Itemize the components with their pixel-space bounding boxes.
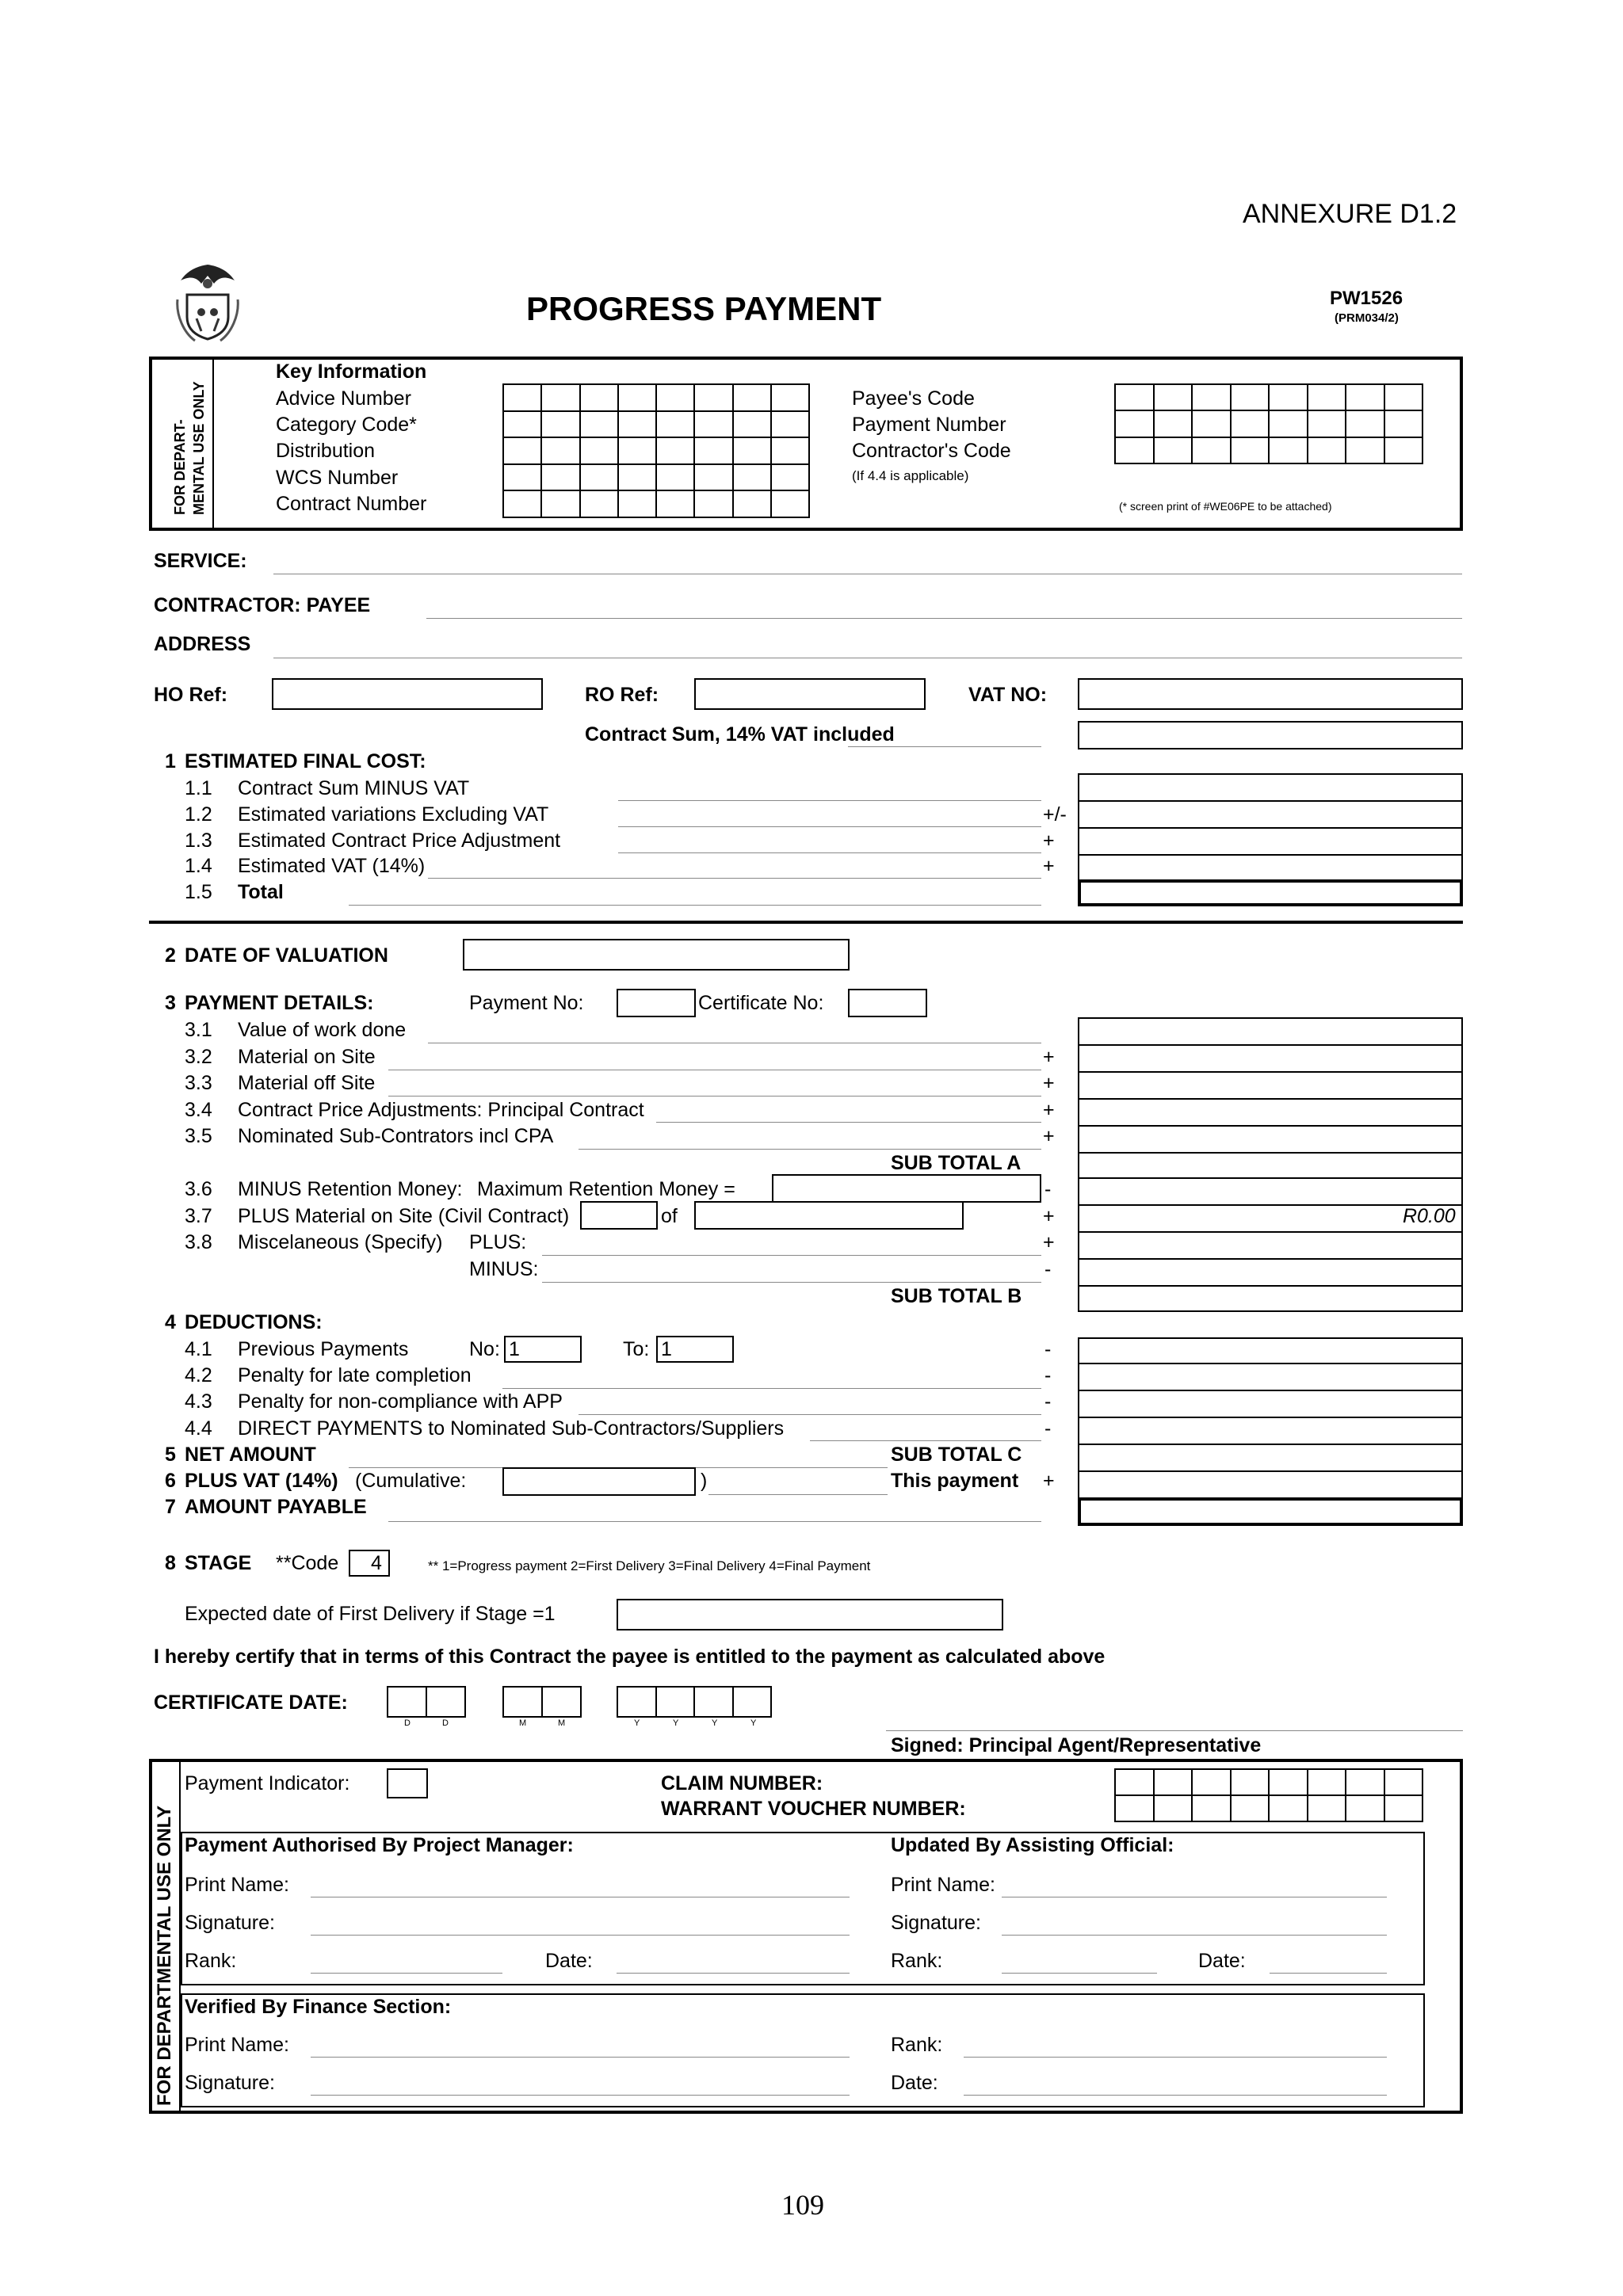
s4-item-number: 4.2 xyxy=(185,1364,212,1386)
s4-row-divider xyxy=(1078,1470,1463,1472)
s1-item-number: 1.1 xyxy=(185,777,212,799)
side-divider xyxy=(212,357,214,531)
s3-item-number: 3.5 xyxy=(185,1125,212,1147)
s8-title: STAGE xyxy=(185,1552,252,1574)
fin-rank-label: Rank: xyxy=(891,2034,943,2056)
date-letter: Y xyxy=(750,1718,757,1728)
s3-item-operator: + xyxy=(1043,1046,1055,1068)
s1-item-number: 1.4 xyxy=(185,855,212,877)
address-label: ADDRESS xyxy=(154,633,251,655)
cumulative-line xyxy=(708,1494,888,1495)
contract-number-label: Contract Number xyxy=(276,493,427,515)
s1-item-number: 1.2 xyxy=(185,803,212,826)
s3-item-line xyxy=(656,1122,1041,1123)
amount-payable-box xyxy=(1078,1497,1463,1526)
s2-number: 2 xyxy=(165,944,176,967)
vat-no-input[interactable] xyxy=(1078,678,1463,710)
wcs-number-label: WCS Number xyxy=(276,467,399,489)
s1-item-line xyxy=(618,826,1041,827)
ao-date-label: Date: xyxy=(1198,1950,1246,1972)
warrant-voucher-label: WARRANT VOUCHER NUMBER: xyxy=(661,1798,966,1820)
s1-item-number: 1.3 xyxy=(185,830,212,852)
certificate-date-label: CERTIFICATE DATE: xyxy=(154,1691,348,1714)
date-letter: M xyxy=(558,1718,566,1728)
s4-row-divider xyxy=(1078,1363,1463,1364)
stage-code-note: ** 1=Progress payment 2=First Delivery 3=Final Delivery 4=Final Payment xyxy=(428,1558,871,1573)
s4-item-line xyxy=(810,1440,1041,1441)
s4-operator: - xyxy=(1044,1390,1052,1413)
section-divider xyxy=(149,921,1463,924)
stage-code-label: **Code xyxy=(276,1552,339,1574)
certificate-no-label: Certificate No: xyxy=(698,992,824,1014)
s3-item-operator: + xyxy=(1043,1125,1055,1147)
date-of-valuation-input[interactable] xyxy=(463,939,850,971)
s3-item-label: Nominated Sub-Contrators incl CPA xyxy=(238,1125,554,1147)
key-heading: Key Information xyxy=(276,360,427,383)
cumulative-vat-input[interactable] xyxy=(502,1467,696,1496)
payment-no-label: Payment No: xyxy=(469,992,584,1014)
previous-no-input[interactable] xyxy=(504,1336,582,1363)
date-letter: Y xyxy=(673,1718,679,1728)
key-right-grid[interactable] xyxy=(1114,383,1423,464)
contract-sum-line xyxy=(848,746,1041,747)
category-code-label: Category Code* xyxy=(276,414,417,436)
s3-item-label: Material off Site xyxy=(238,1072,376,1094)
subtotal-b-label: SUB TOTAL B xyxy=(891,1285,1022,1307)
pm-signature-line[interactable] xyxy=(311,1935,850,1936)
s3-row-divider xyxy=(1078,1044,1463,1046)
s4-item-label: Penalty for late completion xyxy=(238,1364,472,1386)
date-letter: D xyxy=(442,1718,449,1728)
distribution-label: Distribution xyxy=(276,440,376,462)
fin-print-name-line[interactable] xyxy=(311,2057,850,2058)
ho-ref-label: HO Ref: xyxy=(154,684,228,706)
material-civil-amount: R0.00 xyxy=(1403,1205,1456,1227)
s3-item-label: Material on Site xyxy=(238,1046,376,1068)
s1-item-line xyxy=(349,905,1041,906)
pm-date-label: Date: xyxy=(545,1950,593,1972)
coat-of-arms-logo xyxy=(173,260,242,344)
s4-operator: - xyxy=(1044,1417,1052,1440)
s1-item-operator: +/- xyxy=(1043,803,1067,826)
material-civil-of: of xyxy=(661,1205,678,1227)
stage-code-input[interactable] xyxy=(349,1550,390,1577)
s5-title: NET AMOUNT xyxy=(185,1444,316,1466)
s7-title: AMOUNT PAYABLE xyxy=(185,1496,367,1518)
fin-rank-line[interactable] xyxy=(964,2057,1387,2058)
contractors-code-note: (If 4.4 is applicable) xyxy=(852,468,969,483)
s1-item-label: Total xyxy=(238,881,284,903)
s3-item-number: 3.4 xyxy=(185,1099,212,1121)
s7-number: 7 xyxy=(165,1496,176,1518)
s1-number: 1 xyxy=(165,750,176,772)
s1-total-box xyxy=(1078,879,1463,906)
s1-item-label: Estimated variations Excluding VAT xyxy=(238,803,549,826)
form-subcode: (PRM034/2) xyxy=(1335,311,1399,325)
date-letter: Y xyxy=(634,1718,640,1728)
s3-item-line xyxy=(388,1096,1041,1097)
ao-signature-label: Signature: xyxy=(891,1912,981,1934)
misc-minus-line[interactable] xyxy=(542,1282,1041,1283)
ao-rank-line[interactable] xyxy=(1002,1973,1157,1974)
previous-to-input[interactable] xyxy=(656,1336,734,1363)
s6-number: 6 xyxy=(165,1470,176,1492)
s4-row-divider xyxy=(1078,1390,1463,1391)
subtotal-c-label: SUB TOTAL C xyxy=(891,1444,1022,1466)
cumulative-label: (Cumulative: xyxy=(355,1470,467,1492)
ao-print-name-label: Print Name: xyxy=(891,1874,995,1896)
s3-item-label: Contract Price Adjustments: Principal Contract xyxy=(238,1099,644,1121)
s3-row-divider xyxy=(1078,1152,1463,1154)
s3-item-label: Value of work done xyxy=(238,1019,407,1041)
date-letter: M xyxy=(519,1718,527,1728)
ao-rank-label: Rank: xyxy=(891,1950,943,1972)
subtotal-a-label: SUB TOTAL A xyxy=(891,1152,1022,1174)
s4-item-line xyxy=(579,1414,1041,1415)
s1-item-label: Estimated VAT (14%) xyxy=(238,855,426,877)
s4-item-number: 4.4 xyxy=(185,1417,212,1440)
s2-title: DATE OF VALUATION xyxy=(185,944,388,967)
date-letter: D xyxy=(404,1718,411,1728)
payment-indicator-input[interactable] xyxy=(387,1768,428,1798)
s3-row-divider xyxy=(1078,1231,1463,1233)
pm-title: Payment Authorised By Project Manager: xyxy=(185,1834,574,1856)
s4-item-number: 4.3 xyxy=(185,1390,212,1413)
fin-date-line[interactable] xyxy=(964,2095,1387,2096)
s4-item-label: DIRECT PAYMENTS to Nominated Sub-Contractors/Suppliers xyxy=(238,1417,785,1440)
pm-rank-label: Rank: xyxy=(185,1950,237,1972)
s1-item-operator: + xyxy=(1043,855,1055,877)
retention-label: MINUS Retention Money: xyxy=(238,1178,463,1200)
s1-item-number: 1.5 xyxy=(185,881,212,903)
s4-operator: - xyxy=(1044,1338,1052,1360)
s3-number: 3 xyxy=(165,992,176,1014)
material-civil-of-input[interactable] xyxy=(694,1201,964,1230)
s3-row-divider xyxy=(1078,1098,1463,1100)
s1-item-label: Estimated Contract Price Adjustment xyxy=(238,830,561,852)
ao-title: Updated By Assisting Official: xyxy=(891,1834,1174,1856)
stage-code-value: 4 xyxy=(371,1552,382,1574)
s3-item-number: 3.1 xyxy=(185,1019,212,1041)
material-civil-input[interactable] xyxy=(580,1201,658,1230)
certificate-no-input[interactable] xyxy=(848,989,927,1017)
s3-row-divider xyxy=(1078,1258,1463,1260)
date-month-boxes[interactable] xyxy=(502,1686,582,1718)
vat-no-label: VAT NO: xyxy=(968,684,1048,706)
s4-number: 4 xyxy=(165,1311,176,1333)
s3-item-number: 3.2 xyxy=(185,1046,212,1068)
fin-signature-label: Signature: xyxy=(185,2072,275,2094)
s4-row-divider xyxy=(1078,1417,1463,1418)
previous-to-label: To: xyxy=(623,1338,650,1360)
advice-number-label: Advice Number xyxy=(276,387,411,410)
contractor-line[interactable] xyxy=(426,618,1462,619)
s4-row-divider xyxy=(1078,1444,1463,1445)
s3-item-operator: + xyxy=(1043,1099,1055,1121)
service-label: SERVICE: xyxy=(154,550,247,572)
max-retention-label: Maximum Retention Money = xyxy=(477,1178,735,1200)
side-label-1: FOR DEPART- xyxy=(172,419,188,515)
s4-item-line xyxy=(502,1388,1041,1389)
max-retention-input[interactable] xyxy=(772,1174,1041,1203)
pm-print-name-label: Print Name: xyxy=(185,1874,289,1896)
s1-title: ESTIMATED FINAL COST: xyxy=(185,750,426,772)
s1-item-line xyxy=(428,878,1041,879)
s3-item-line xyxy=(579,1149,1041,1150)
s3-row-divider xyxy=(1078,1285,1463,1287)
expected-date-label: Expected date of First Delivery if Stage =1 xyxy=(185,1603,556,1625)
material-civil-label: PLUS Material on Site (Civil Contract) xyxy=(238,1205,570,1227)
s8-number: 8 xyxy=(165,1552,176,1574)
retention-operator: - xyxy=(1044,1178,1052,1200)
s3-item-number: 3.3 xyxy=(185,1072,212,1094)
fin-signature-line[interactable] xyxy=(311,2095,850,2096)
ro-ref-input[interactable] xyxy=(694,678,926,710)
s1-item-line xyxy=(618,800,1041,801)
contractor-label: CONTRACTOR: PAYEE xyxy=(154,594,371,616)
certification-statement: I hereby certify that in terms of this Contract the payee is entitled to the payment as calculated above xyxy=(154,1646,1106,1668)
payment-no-input[interactable] xyxy=(617,989,696,1017)
previous-payments-label: Previous Payments xyxy=(238,1338,409,1360)
fin-date-label: Date: xyxy=(891,2072,938,2094)
date-year-boxes[interactable] xyxy=(617,1686,772,1718)
claim-number-label: CLAIM NUMBER: xyxy=(661,1772,823,1794)
ro-ref-label: RO Ref: xyxy=(585,684,659,706)
material-civil-operator: + xyxy=(1043,1205,1055,1227)
s5-number: 5 xyxy=(165,1444,176,1466)
misc-plus-operator: + xyxy=(1043,1231,1055,1253)
fin-print-name-label: Print Name: xyxy=(185,2034,289,2056)
s4-operator: - xyxy=(1044,1364,1052,1386)
ho-ref-input[interactable] xyxy=(272,678,543,710)
this-payment-label: This payment xyxy=(891,1470,1019,1492)
s1-row-divider xyxy=(1078,854,1463,856)
dept-side-label: FOR DEPARTMENTAL USE ONLY xyxy=(154,1805,175,2106)
form-code: PW1526 xyxy=(1330,288,1403,309)
key-left-grid[interactable] xyxy=(502,383,810,518)
s3-row-divider xyxy=(1078,1125,1463,1127)
misc-label: Miscelaneous (Specify) xyxy=(238,1231,443,1253)
s1-item-operator: + xyxy=(1043,830,1055,852)
page-number: 109 xyxy=(781,2189,824,2221)
s4-item-label: Penalty for non-compliance with APP xyxy=(238,1390,563,1413)
payment-number-label: Payment Number xyxy=(852,414,1006,436)
vat-operator: + xyxy=(1043,1470,1055,1492)
ao-signature-line[interactable] xyxy=(1002,1935,1387,1936)
previous-no-value: 1 xyxy=(509,1338,520,1360)
payees-code-label: Payee's Code xyxy=(852,387,975,410)
contract-sum-input[interactable] xyxy=(1078,721,1463,749)
cumulative-close: ) xyxy=(701,1470,708,1492)
s3-item-operator: + xyxy=(1043,1072,1055,1094)
previous-to-value: 1 xyxy=(661,1338,672,1360)
s1-item-label: Contract Sum MINUS VAT xyxy=(238,777,470,799)
pm-signature-label: Signature: xyxy=(185,1912,275,1934)
date-letter: Y xyxy=(712,1718,718,1728)
misc-minus-operator: - xyxy=(1044,1258,1052,1280)
signature-line[interactable] xyxy=(886,1730,1463,1731)
s3-row-divider xyxy=(1078,1071,1463,1073)
s3-amount-column[interactable] xyxy=(1078,1017,1463,1312)
contract-sum-label: Contract Sum, 14% VAT included xyxy=(585,723,895,746)
previous-no-label: No: xyxy=(469,1338,500,1360)
misc-minus-label: MINUS: xyxy=(469,1258,539,1280)
payment-indicator-label: Payment Indicator: xyxy=(185,1772,350,1794)
amount-payable-line xyxy=(388,1521,1041,1522)
key-footnote: (* screen print of #WE06PE to be attached) xyxy=(1119,500,1332,513)
date-day-boxes[interactable] xyxy=(387,1686,466,1718)
s3-item-number: 3.7 xyxy=(185,1205,212,1227)
claim-warrant-grid[interactable] xyxy=(1114,1768,1423,1822)
expected-date-input[interactable] xyxy=(617,1599,1003,1630)
s3-item-number: 3.6 xyxy=(185,1178,212,1200)
s3-item-number: 3.8 xyxy=(185,1231,212,1253)
s4-item-number: 4.1 xyxy=(185,1338,212,1360)
side-label-2: MENTAL USE ONLY xyxy=(191,381,207,515)
s4-title: DEDUCTIONS: xyxy=(185,1311,323,1333)
pm-date-line[interactable] xyxy=(617,1973,850,1974)
signed-label: Signed: Principal Agent/Representative xyxy=(891,1734,1262,1756)
pm-rank-line[interactable] xyxy=(311,1973,502,1974)
s1-row-divider xyxy=(1078,827,1463,829)
form-title: PROGRESS PAYMENT xyxy=(526,290,882,327)
s3-row-divider xyxy=(1078,1177,1463,1179)
misc-plus-line[interactable] xyxy=(542,1255,1041,1256)
annexure-label: ANNEXURE D1.2 xyxy=(1243,199,1457,229)
finance-title: Verified By Finance Section: xyxy=(185,1996,452,2018)
s1-item-line xyxy=(618,852,1041,853)
ao-date-line[interactable] xyxy=(1270,1973,1387,1974)
s3-title: PAYMENT DETAILS: xyxy=(185,992,374,1014)
s6-title: PLUS VAT (14%) xyxy=(185,1470,338,1492)
s1-row-divider xyxy=(1078,800,1463,802)
misc-plus-label: PLUS: xyxy=(469,1231,527,1253)
contractors-code-label: Contractor's Code xyxy=(852,440,1011,462)
